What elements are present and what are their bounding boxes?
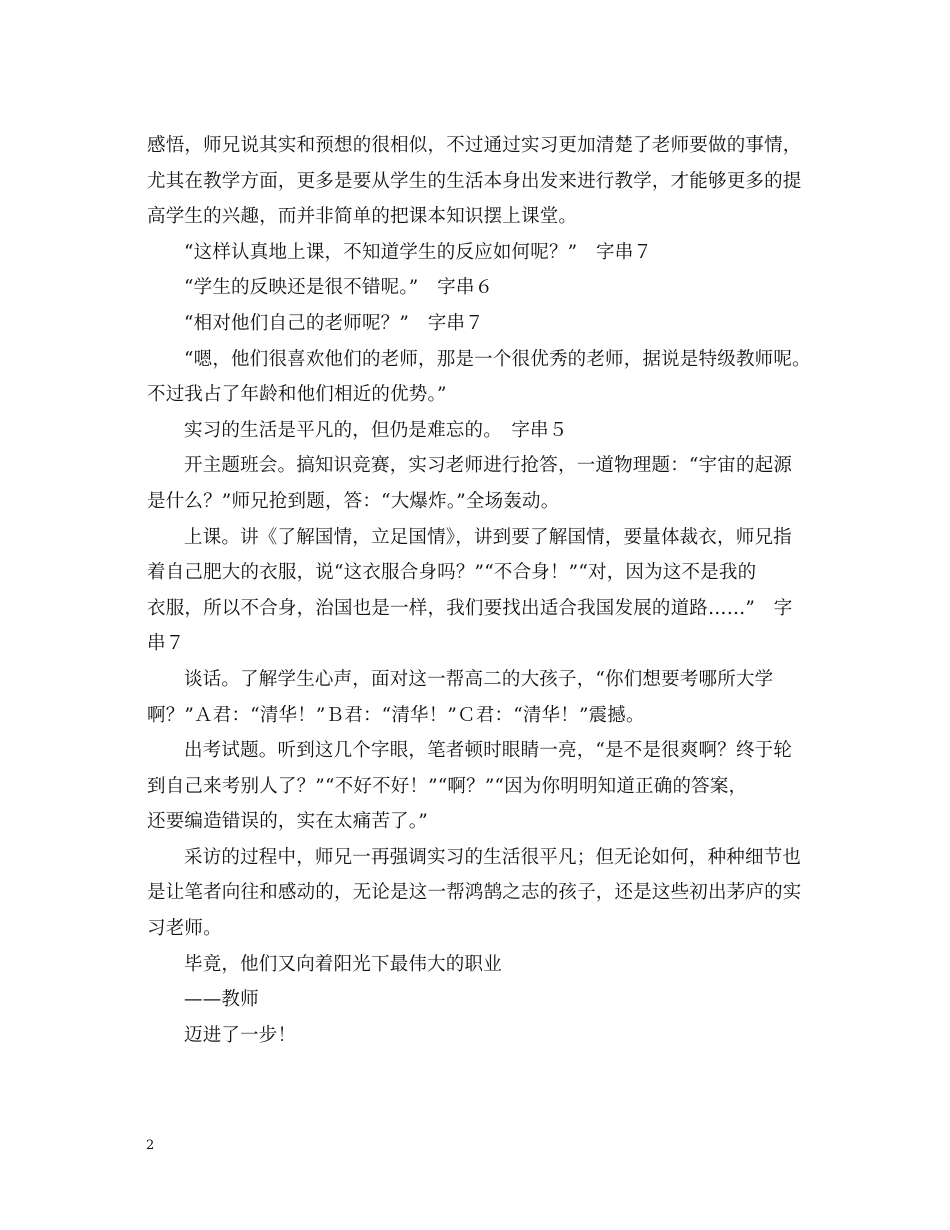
text-line: 衣服，所以不合身，治国也是一样，我们要找出适合我国发展的道路……” 字 (147, 597, 793, 619)
text-line: ——教师 (184, 989, 259, 1011)
text-line: 采访的过程中，师兄一再强调实习的生活很平凡；但无论如何，种种细节也 (184, 846, 802, 868)
text-line: 出考试题。听到这几个字眼，笔者顿时眼睛一亮，“是不是很爽啊？终于轮 (184, 740, 793, 762)
page-number: 2 (146, 1138, 155, 1153)
text-line: “嗯，他们很喜欢他们的老师，那是一个很优秀的老师，据说是特级教师呢。 (184, 348, 811, 370)
text-line: 毕竟，他们又向着阳光下最伟大的职业 (184, 953, 502, 975)
text-line: 上课。讲《了解国情，立足国情》，讲到要了解国情，要量体裁衣，师兄指 (184, 526, 792, 548)
text-line: 谈话。了解学生心声，面对这一帮高二的大孩子，“你们想要考哪所大学 (184, 668, 774, 690)
text-line: 是什么？”师兄抢到题，答：“大爆炸。”全场轰动。 (147, 490, 560, 512)
text-line: 串７ (147, 633, 185, 655)
text-line: 还要编造错误的，实在太痛苦了。” (147, 811, 428, 833)
text-line: 迈进了一步！ (184, 1024, 297, 1046)
text-line: “相对他们自己的老师呢？” 字串７ (184, 312, 484, 334)
body-text (147, 128, 811, 1053)
text-line: 尤其在教学方面，更多是要从学生的生活本身出发来进行教学，才能够更多的提 (147, 170, 802, 192)
text-line: 啊？”Ａ君：“清华！”Ｂ君：“清华！”Ｃ君：“清华！”震撼。 (147, 704, 645, 726)
text-line: 实习的生活是平凡的，但仍是难忘的。 字串５ (184, 419, 568, 441)
text-line: 感悟，师兄说其实和预想的很相似，不过通过实习更加清楚了老师要做的事情， (147, 135, 802, 156)
text-line: 习老师。 (147, 918, 222, 940)
text-line: 是让笔者向往和感动的，无论是这一帮鸿鹄之志的孩子，还是这些初出茅庐的实 (147, 882, 802, 904)
text-line: “这样认真地上课，不知道学生的反应如何呢？” 字串７ (184, 241, 653, 263)
text-line: 高学生的兴趣，而并非简单的把课本知识摆上课堂。 (147, 206, 578, 228)
text-line: 开主题班会。搞知识竞赛，实习老师进行抢答，一道物理题：“宇宙的起源 (184, 455, 793, 477)
text-line: 不过我占了年龄和他们相近的优势。” (147, 384, 447, 406)
text-line: “学生的反映还是很不错呢。” 字串６ (184, 277, 494, 299)
text-line: 着自己肥大的衣服，说“这衣服合身吗？”“不合身！”“对，因为这不是我的 (147, 562, 757, 584)
text-line: 到自己来考别人了？”“不好不好！”“啊？”“因为你明明知道正确的答案， (147, 775, 748, 797)
